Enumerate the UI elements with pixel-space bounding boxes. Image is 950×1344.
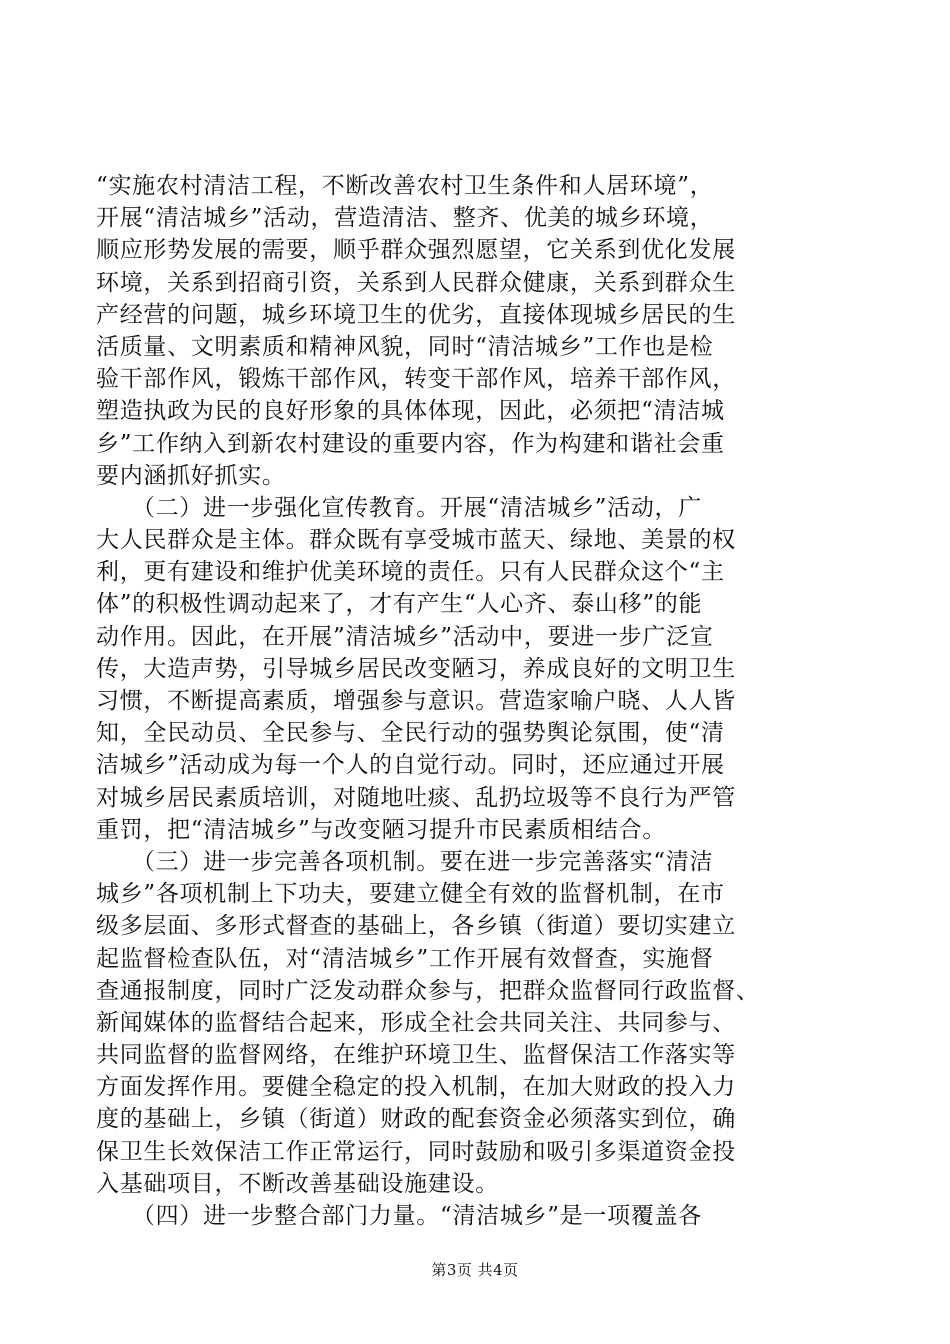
text-line: 重罚，把“清洁城乡”与改变陋习提升市民素质相结合。: [96, 816, 667, 843]
text-line: 起监督检查队伍，对“清洁城乡”工作开展有效督查，实施督: [96, 945, 714, 972]
text-line: 传，大造声势，引导城乡居民改变陋习，养成良好的文明卫生: [96, 655, 736, 682]
text-line: 度的基础上，乡镇（街道）财政的配套资金必须落实到位，确: [96, 1106, 736, 1133]
text-line: （四）进一步整合部门力量。“清洁城乡”是一项覆盖各: [96, 1203, 702, 1229]
text-line: 入基础项目，不断改善基础设施建设。: [96, 1170, 499, 1197]
text-line: （二）进一步强化宣传教育。开展“清洁城乡”活动，广: [96, 494, 702, 521]
text-line: 开展“清洁城乡”活动，营造清洁、整齐、优美的城乡环境，: [96, 205, 714, 232]
text-line: 顺应形势发展的需要，顺乎群众强烈愿望，它关系到优化发展: [96, 237, 736, 264]
text-line: 利，更有建设和维护优美环境的责任。只有人民群众这个“主: [96, 559, 725, 586]
text-line: “实施农村清洁工程，不断改善农村卫生条件和人居环境”，: [96, 173, 714, 199]
text-line: 习惯，不断提高素质，增强参与意识。营造家喻户晓、人人皆: [96, 688, 736, 714]
text-line: 体”的积极性调动起来了，才有产生“人心齐、泰山移”的能: [96, 591, 703, 618]
text-line: 方面发挥作用。要健全稳定的投入机制，在加大财政的投入力: [96, 1074, 736, 1101]
text-line: 新闻媒体的监督结合起来，形成全社会共同关注、共同参与、: [96, 1009, 736, 1036]
text-line: 大人民群众是主体。群众既有享受城市蓝天、绿地、美景的权: [96, 527, 736, 554]
text-line: 对城乡居民素质培训，对随地吐痰、乱扔垃圾等不良行为严管: [96, 784, 736, 811]
text-line: 产经营的问题，城乡环境卫生的优劣，直接体现城乡居民的生: [96, 301, 736, 328]
text-line: 验干部作风，锻炼干部作风，转变干部作风，培养干部作风，: [96, 366, 736, 393]
text-line: 查通报制度，同时广泛发动群众参与，把群众监督同行政监督、: [96, 977, 760, 1004]
text-line: 乡”工作纳入到新农村建设的重要内容，作为构建和谐社会重: [96, 430, 725, 457]
text-line: （三）进一步完善各项机制。要在进一步完善落实“清洁: [96, 848, 714, 875]
page-footer: 第3页 共4页: [431, 1261, 519, 1279]
text-line: 保卫生长效保洁工作正常运行，同时鼓励和吸引多渠道资金投: [96, 1138, 736, 1165]
text-line: 要内涵抓好抓实。: [96, 462, 286, 489]
text-line: 环境，关系到招商引资，关系到人民群众健康，关系到群众生: [96, 269, 736, 296]
text-line: 级多层面、多形式督查的基础上，各乡镇（街道）要切实建立: [96, 913, 736, 940]
text-line: 共同监督的监督网络，在维护环境卫生、监督保洁工作落实等: [96, 1042, 736, 1069]
body-text: [96, 170, 856, 1232]
text-line: 洁城乡”活动成为每一个人的自觉行动。同时，还应通过开展: [96, 752, 725, 779]
text-line: 城乡”各项机制上下功夫，要建立健全有效的监督机制，在市: [96, 881, 725, 908]
text-line: 动作用。因此，在开展”清洁城乡”活动中，要进一步广泛宣: [96, 623, 714, 650]
text-line: 塑造执政为民的良好形象的具体体现，因此，必须把“清洁城: [96, 398, 725, 425]
text-line: 知，全民动员、全民参与、全民行动的强势舆论氛围，使“清: [96, 720, 725, 747]
text-line: 活质量、文明素质和精神风貌，同时“清洁城乡”工作也是检: [96, 333, 714, 360]
